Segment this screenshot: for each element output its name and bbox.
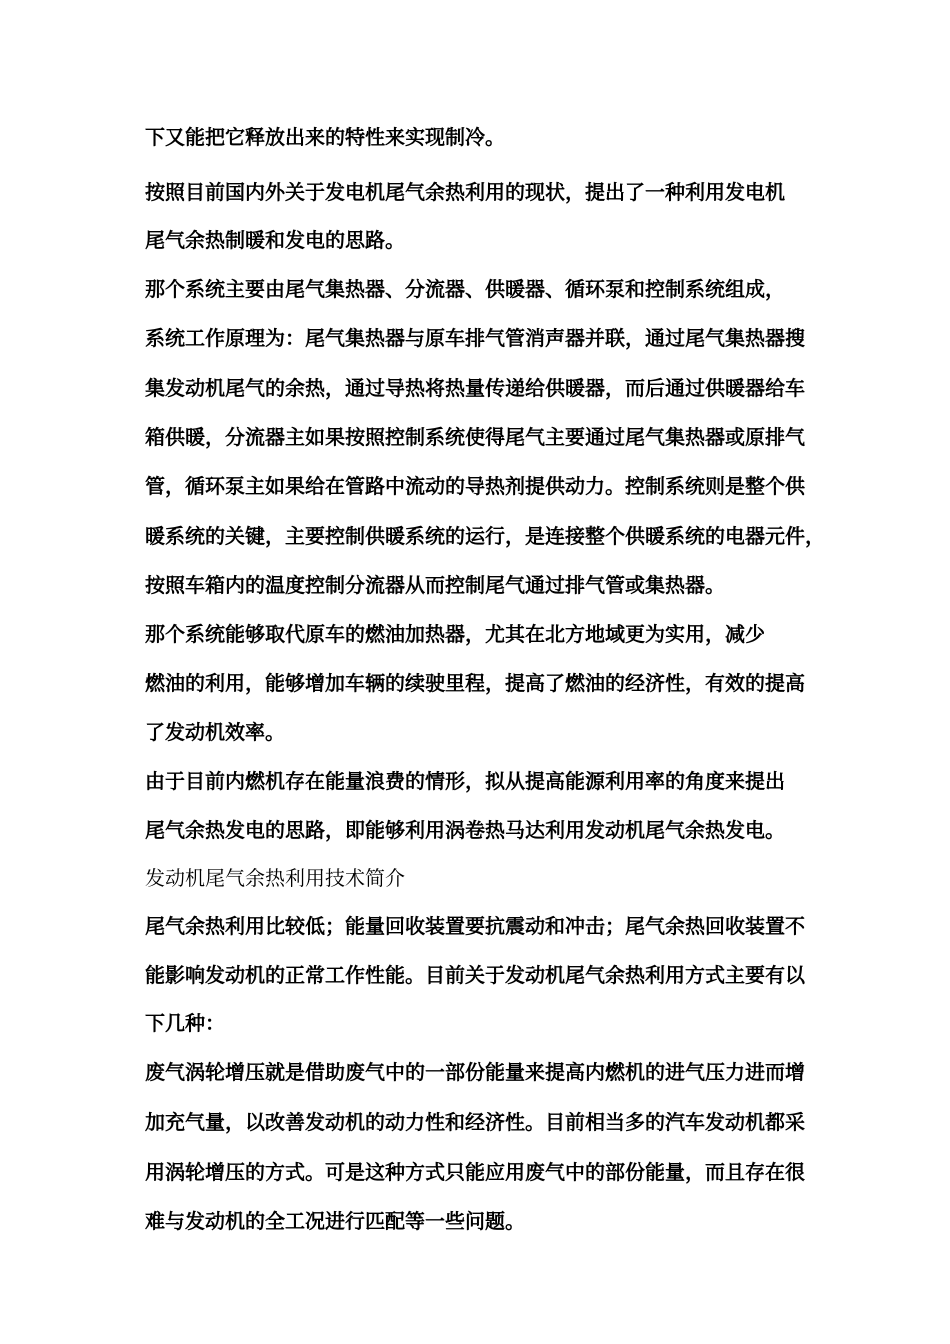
text-line: 按照目前国内外关于发电机尾气余热利用的现状，提出了一种利用发电机 — [145, 180, 785, 204]
text-line: 燃油的利用，能够增加车辆的续驶里程，提高了燃油的经济性，有效的提高 — [145, 671, 805, 695]
text-line: 废气涡轮增压就是借助废气中的一部份能量来提高内燃机的进气压力进而增 — [145, 1060, 805, 1084]
text-line: 用涡轮增压的方式。可是这种方式只能应用废气中的部份能量，而且存在很 — [145, 1160, 805, 1184]
text-line: 加充气量，以改善发动机的动力性和经济性。目前相当多的汽车发动机都采 — [145, 1110, 805, 1134]
text-line: 尾气余热利用比较低；能量回收装置要抗震动和冲击；尾气余热回收装置不 — [145, 914, 805, 938]
text-line: 尾气余热发电的思路，即能够利用涡卷热马达利用发动机尾气余热发电。 — [145, 818, 785, 842]
text-line: 了发动机效率。 — [145, 720, 285, 744]
text-line: 下又能把它释放出来的特性来实现制冷。 — [145, 125, 505, 149]
text-line: 难与发动机的全工况进行匹配等一些问题。 — [145, 1209, 525, 1233]
text-line: 箱供暖，分流器主如果按照控制系统使得尾气主要通过尾气集热器或原排气 — [145, 425, 805, 449]
section-heading: 发动机尾气余热利用技术简介 — [145, 866, 405, 890]
text-line: 下几种： — [145, 1011, 225, 1035]
text-line: 那个系统主要由尾气集热器、分流器、供暖器、循环泵和控制系统组成， — [145, 277, 785, 301]
text-line: 按照车箱内的温度控制分流器从而控制尾气通过排气管或集热器。 — [145, 573, 725, 597]
text-line: 系统工作原理为：尾气集热器与原车排气管消声器并联，通过尾气集热器搜 — [145, 326, 805, 350]
text-line: 能影响发动机的正常工作性能。目前关于发动机尾气余热利用方式主要有以 — [145, 963, 805, 987]
text-line: 暖系统的关键，主要控制供暖系统的运行，是连接整个供暖系统的电器元件， — [145, 524, 825, 548]
text-line: 管，循环泵主如果给在管路中流动的导热剂提供动力。控制系统则是整个供 — [145, 474, 805, 498]
text-line: 那个系统能够取代原车的燃油加热器，尤其在北方地域更为实用，减少 — [145, 622, 765, 646]
text-line: 尾气余热制暖和发电的思路。 — [145, 228, 405, 252]
text-line: 由于目前内燃机存在能量浪费的情形，拟从提高能源利用率的角度来提出 — [145, 769, 785, 793]
text-line: 集发动机尾气的余热，通过导热将热量传递给供暖器，而后通过供暖器给车 — [145, 376, 805, 400]
